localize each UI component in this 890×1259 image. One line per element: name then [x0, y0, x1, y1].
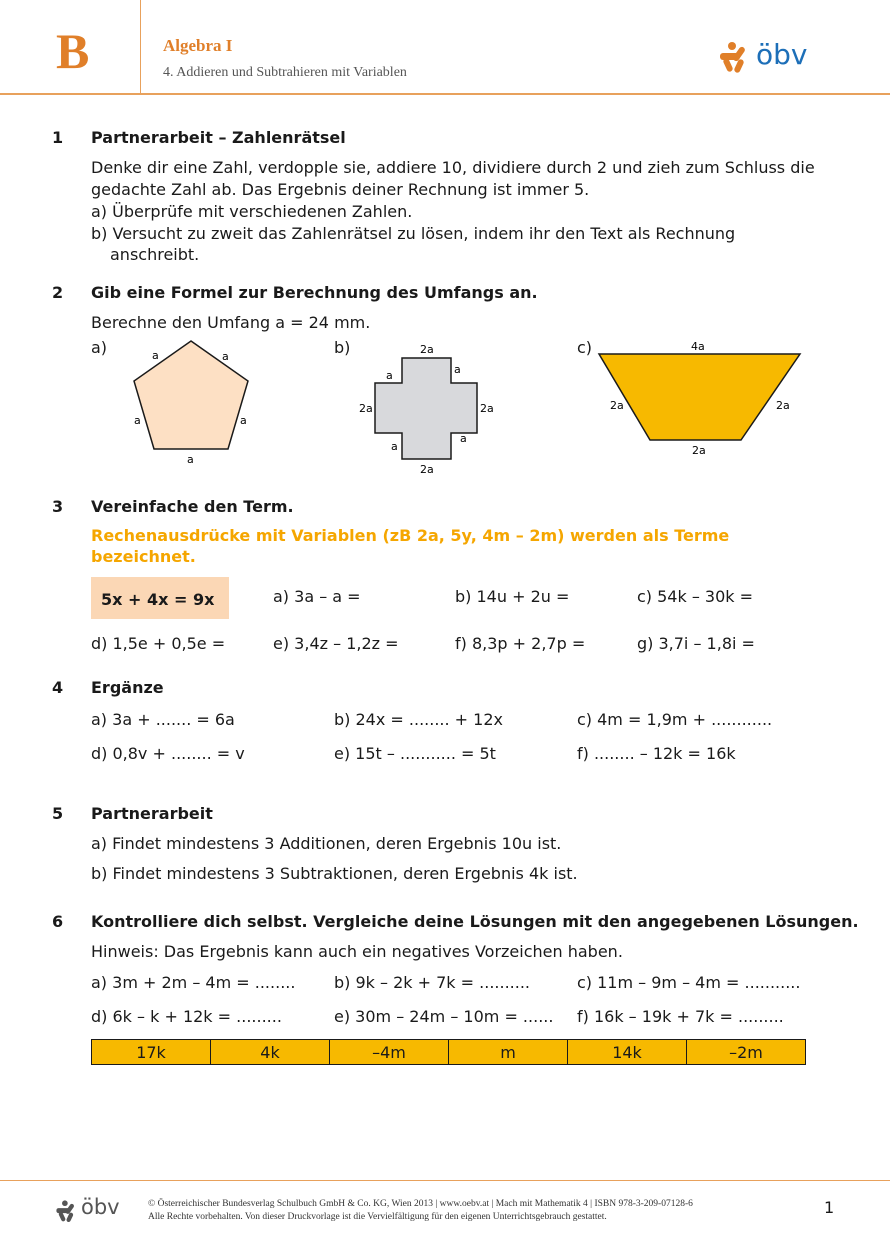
- exercise-item: g) 3,7i – 1,8i =: [637, 634, 755, 653]
- solution-cell: 17k: [92, 1040, 211, 1065]
- solution-cell: 14k: [568, 1040, 687, 1065]
- task-title: Partnerarbeit: [91, 804, 213, 823]
- task-text: a) Überprüfe mit verschiedenen Zahlen.: [91, 202, 413, 221]
- solution-cell: 4k: [211, 1040, 330, 1065]
- exercise-item: e) 3,4z – 1,2z =: [273, 634, 399, 653]
- figure-label: c): [577, 338, 593, 357]
- footer-rule: [0, 1180, 890, 1181]
- cross-label: a: [454, 363, 461, 376]
- exercise-item: c) 11m – 9m – 4m = ...........: [577, 973, 801, 992]
- example-text: 5x + 4x = 9x: [101, 590, 215, 609]
- footer-logo: [55, 1195, 125, 1224]
- cross-label: a: [460, 432, 467, 445]
- logo-text: öbv: [81, 1195, 120, 1219]
- exercise-item: a) 3a + ....... = 6a: [91, 710, 235, 729]
- solutions-table: [91, 1039, 806, 1065]
- task-number: 1: [52, 128, 64, 147]
- copyright-line: Alle Rechte vorbehalten. Von dieser Druckvorlage ist die Vervielfältigung für den eigenen Unterrichtsgebrauch gestattet.: [148, 1212, 607, 1222]
- pentagon-side-label: a: [187, 453, 194, 466]
- task-text: Denke dir eine Zahl, verdopple sie, addiere 10, dividiere durch 2 und zieh zum Schluss die: [91, 158, 815, 177]
- task-text: a) Findet mindestens 3 Additionen, deren Ergebnis 10u ist.: [91, 834, 562, 853]
- definition-hint: bezeichnet.: [91, 547, 196, 566]
- exercise-item: b) 24x = ........ + 12x: [334, 710, 503, 729]
- exercise-item: a) 3m + 2m – 4m = ........: [91, 973, 296, 992]
- trapezoid-label: 2a: [610, 399, 624, 412]
- trapezoid-label: 2a: [692, 444, 706, 457]
- task-number: 6: [52, 912, 64, 931]
- task-text: Hinweis: Das Ergebnis kann auch ein negatives Vorzeichen haben.: [91, 942, 623, 961]
- trapezoid-label: 4a: [691, 340, 705, 353]
- cross-label: a: [386, 369, 393, 382]
- exercise-item: d) 6k – k + 12k = .........: [91, 1007, 282, 1026]
- task-number: 4: [52, 678, 64, 697]
- task-text: b) Versucht zu zweit das Zahlenrätsel zu lösen, indem ihr den Text als Rechnung: [91, 224, 736, 243]
- copyright-line: © Österreichischer Bundesverlag Schulbuch GmbH & Co. KG, Wien 2013 | www.oebv.at | Mach mit Mathematik 4 | ISBN 978-3-209-07128-6: [148, 1199, 693, 1209]
- exercise-item: e) 15t – ........... = 5t: [334, 744, 496, 763]
- cross-label: 2a: [480, 402, 494, 415]
- table-row: [92, 1040, 806, 1065]
- page-number: 1: [824, 1198, 835, 1217]
- chapter-letter: B: [56, 23, 90, 79]
- exercise-item: f) 8,3p + 2,7p =: [455, 634, 586, 653]
- exercise-item: c) 54k – 30k =: [637, 587, 754, 606]
- task-title: Kontrolliere dich selbst. Vergleiche deine Lösungen mit den angegebenen Lösungen.: [91, 912, 859, 931]
- solution-cell: –2m: [687, 1040, 806, 1065]
- task-title: Gib eine Formel zur Berechnung des Umfangs an.: [91, 283, 538, 302]
- exercise-item: b) 9k – 2k + 7k = ..........: [334, 973, 531, 992]
- definition-hint: Rechenausdrücke mit Variablen (zB 2a, 5y, 4m – 2m) werden als Terme: [91, 526, 730, 545]
- exercise-item: b) 14u + 2u =: [455, 587, 570, 606]
- cross-label: a: [391, 440, 398, 453]
- cross-label: 2a: [359, 402, 373, 415]
- star-logo-icon: [55, 1199, 79, 1223]
- exercise-item: d) 0,8v + ........ = v: [91, 744, 245, 763]
- exercise-item: e) 30m – 24m – 10m = ......: [334, 1007, 554, 1026]
- pentagon-side-label: a: [152, 349, 159, 362]
- header-subtitle: 4. Addieren und Subtrahieren mit Variablen: [163, 65, 407, 80]
- task-number: 3: [52, 497, 64, 516]
- task-number: 2: [52, 283, 64, 302]
- task-text: b) Findet mindestens 3 Subtraktionen, deren Ergebnis 4k ist.: [91, 864, 578, 883]
- exercise-item: f) ........ – 12k = 16k: [577, 744, 736, 763]
- pentagon-side-label: a: [240, 414, 247, 427]
- task-number: 5: [52, 804, 64, 823]
- exercise-item: f) 16k – 19k + 7k = .........: [577, 1007, 784, 1026]
- cross-label: 2a: [420, 463, 434, 476]
- figure-label: b): [334, 338, 351, 357]
- task-title: Ergänze: [91, 678, 164, 697]
- figure-label: a): [91, 338, 108, 357]
- task-text: anschreibt.: [110, 245, 200, 264]
- figures: [0, 0, 890, 500]
- task-text: gedachte Zahl ab. Das Ergebnis deiner Rechnung ist immer 5.: [91, 180, 590, 199]
- solution-cell: m: [449, 1040, 568, 1065]
- pentagon-side-label: a: [222, 350, 229, 363]
- exercise-item: a) 3a – a =: [273, 587, 361, 606]
- solution-cell: –4m: [330, 1040, 449, 1065]
- trapezoid-shape: [599, 354, 800, 440]
- logo-text: öbv: [756, 38, 808, 71]
- task-title: Partnerarbeit – Zahlenrätsel: [91, 128, 346, 147]
- task-title: Vereinfache den Term.: [91, 497, 294, 516]
- header-title: Algebra I: [163, 36, 233, 55]
- exercise-item: c) 4m = 1,9m + ............: [577, 710, 773, 729]
- exercise-item: d) 1,5e + 0,5e =: [91, 634, 226, 653]
- cross-label: 2a: [420, 343, 434, 356]
- trapezoid-label: 2a: [776, 399, 790, 412]
- pentagon-side-label: a: [134, 414, 141, 427]
- task-text: Berechne den Umfang a = 24 mm.: [91, 313, 371, 332]
